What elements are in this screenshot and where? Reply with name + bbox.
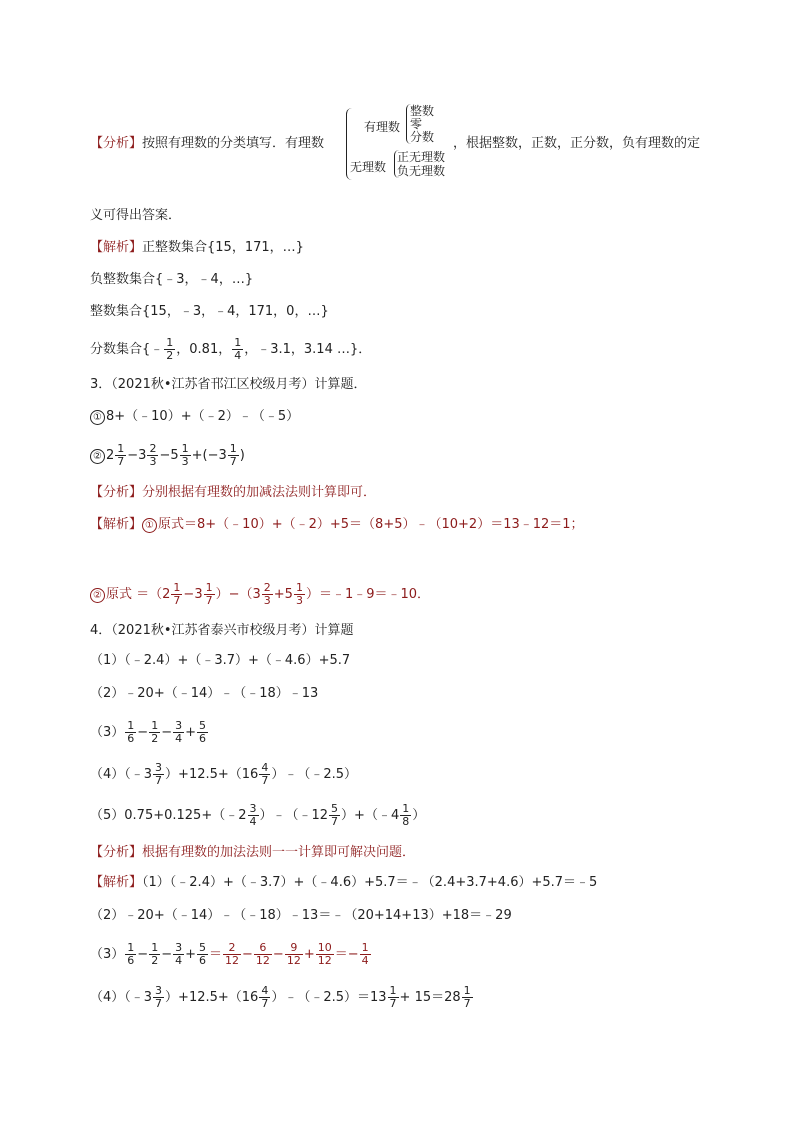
q4-s4-a: （4）（﹣3 <box>90 990 153 1005</box>
int-set: 整数集合{15，﹣3，﹣4，171，0，…} <box>90 304 329 319</box>
tree-neg-irrational: 负无理数 <box>397 164 446 178</box>
q3-sol1-text: 原式＝8+（﹣10）+（﹣2）+5＝（8+5）﹣（10+2）＝13﹣12＝1； <box>158 517 584 532</box>
q3-p1-text: 8+（﹣10）+（﹣2）﹣（﹣5） <box>106 409 300 424</box>
tree-rational: 有理数 <box>364 120 401 134</box>
q3-analysis-text: 分别根据有理数的加减法法则计算即可． <box>142 485 377 500</box>
solution-tag: 【解析】 <box>90 517 143 532</box>
analysis-tag: 【分析】 <box>90 845 143 860</box>
q3-sol2-suffix: ＝﹣1﹣9＝﹣10． <box>318 587 431 602</box>
pos-int-set: 正整数集合{15，171，…} <box>142 240 304 255</box>
q4-p5-d: ） <box>412 808 426 823</box>
q3-analysis <box>90 482 376 504</box>
q4-problem-4: （4）（﹣3 $\frac{3}{7}$ ）+12.5+（16 $\frac{4}{7}$ ）﹣（﹣2.5） <box>90 761 358 787</box>
q4-p5-a: （5）0.75+0.125+（﹣2 <box>90 808 247 823</box>
q3-problem-2: ② 2 $\frac{1}{7}$ −3 $\frac{2}{3}$ −5 $\frac{1}{3}$ +(−3 $\frac{1}{7}$ ) <box>90 443 245 465</box>
q4-p5-c: ）+（﹣4 <box>341 808 400 823</box>
intro-continuation: 义可得出答案． <box>90 208 182 223</box>
q4-analysis <box>90 842 415 864</box>
q4-analysis-text: 根据有理数的加法法则一一计算即可解决问题． <box>142 845 416 860</box>
fraction: $\frac{1}{2}$ <box>166 336 174 362</box>
analysis-tag: 【分析】 <box>90 136 143 151</box>
tree-irrational: 无理数 <box>350 160 387 174</box>
q4-solution-2: （2）﹣20+（﹣14）﹣（﹣18）﹣13＝﹣（20+14+13）+18＝﹣29 <box>90 908 512 923</box>
q4-s4-c: ）﹣（﹣2.5）＝13 <box>271 990 387 1005</box>
intro-text-after: ，根据整数，正数，正分数，负有理数的定 <box>453 136 701 151</box>
tree-pos-irrational: 正无理数 <box>397 150 446 164</box>
solution-tag: 【解析】 <box>90 875 143 890</box>
q3-sol2-prefix: 原式 ＝ <box>106 587 150 602</box>
circled-number: ① <box>90 410 105 425</box>
q4-s1-text: （1）（﹣2.4）+（﹣3.7）+（﹣4.6）+5.7＝﹣（2.4+3.7+4.6）+5.7＝﹣5 <box>142 875 598 890</box>
q2-pos-int-line <box>90 237 304 259</box>
q4-p3-label: （3） <box>90 725 125 740</box>
q4-s4-d: + 15＝28 <box>399 990 461 1005</box>
analysis-tag: 【分析】 <box>90 485 143 500</box>
tree-zero: 零 <box>410 117 423 131</box>
circled-number: ① <box>142 518 157 533</box>
q4-s4-b: ）+12.5+（16 <box>165 990 259 1005</box>
q3-title: 3．（2021秋•江苏省邗江区校级月考）计算题． <box>90 377 367 392</box>
q4-p4-a: （4）（﹣3 <box>90 767 153 782</box>
q3-problem-1 <box>90 406 299 428</box>
frac-set <box>90 336 372 362</box>
q4-problem-3: （3） $\frac{1}{6}$ − $\frac{1}{2}$ − $\frac{3}{4}$ + $\frac{5}{6}$ <box>90 719 206 745</box>
q4-p5-b: ）﹣（﹣12 <box>259 808 329 823</box>
q4-solution-1 <box>90 872 597 894</box>
fraction: $\frac{1}{4}$ <box>234 336 242 362</box>
q4-s3-label: （3） <box>90 947 125 962</box>
frac-set-prefix: 分数集合{﹣ <box>90 342 164 357</box>
q3-solution-2: ② 原式 ＝（2 $\frac{1}{7}$ −3 $\frac{1}{7}$ ）−（3 $\frac{2}{3}$ +5 $\frac{1}{3}$ ）＝﹣1﹣9＝﹣10． <box>90 582 430 604</box>
q4-problem-2: （2）﹣20+（﹣14）﹣（﹣18）﹣13 <box>90 686 319 701</box>
frac-set-suffix: ，﹣3.1，3.14 …}． <box>244 342 372 357</box>
solution-tag: 【解析】 <box>90 240 143 255</box>
tree-fraction: 分数 <box>410 130 435 144</box>
q4-problem-5: （5）0.75+0.125+（﹣2 $\frac{3}{4}$ ）﹣（﹣12 $\frac{5}{7}$ ）+（﹣4 $\frac{1}{8}$ ） <box>90 802 426 828</box>
q4-solution-3: （3） $\frac{1}{6}$ − $\frac{1}{2}$ − $\frac{3}{4}$ + $\frac{5}{6}$ ＝ $\frac{2}{12}$ − $\frac{6}{12}$ − $\frac{9}{12}$ + $\frac{10}{12}$ ＝− $\frac{1}{4}$ <box>90 941 369 967</box>
q4-p4-c: ）﹣（﹣2.5） <box>271 767 358 782</box>
q4-solution-4: （4）（﹣3 $\frac{3}{7}$ ）+12.5+（16 $\frac{4}{7}$ ）﹣（﹣2.5）＝13 $\frac{1}{7}$ + 15＝28 $\frac{1}{7}$ <box>90 984 471 1010</box>
frac-set-mid: ，0.81， <box>176 342 232 357</box>
circled-number: ② <box>90 449 105 464</box>
neg-int-set: 负整数集合{﹣3，﹣4，…} <box>90 272 254 287</box>
tree-integer: 整数 <box>410 104 435 118</box>
analysis-line-intro <box>90 133 324 155</box>
intro-text-before: 按照有理数的分类填写．有理数 <box>142 136 325 151</box>
q4-p4-b: ）+12.5+（16 <box>165 767 259 782</box>
q4-problem-1: （1）（﹣2.4）+（﹣3.7）+（﹣4.6）+5.7 <box>90 653 351 668</box>
circled-number: ② <box>90 588 105 603</box>
q3-solution-1 <box>90 514 584 536</box>
q4-title: 4．（2021秋•江苏省泰兴市校级月考）计算题 <box>90 623 354 638</box>
